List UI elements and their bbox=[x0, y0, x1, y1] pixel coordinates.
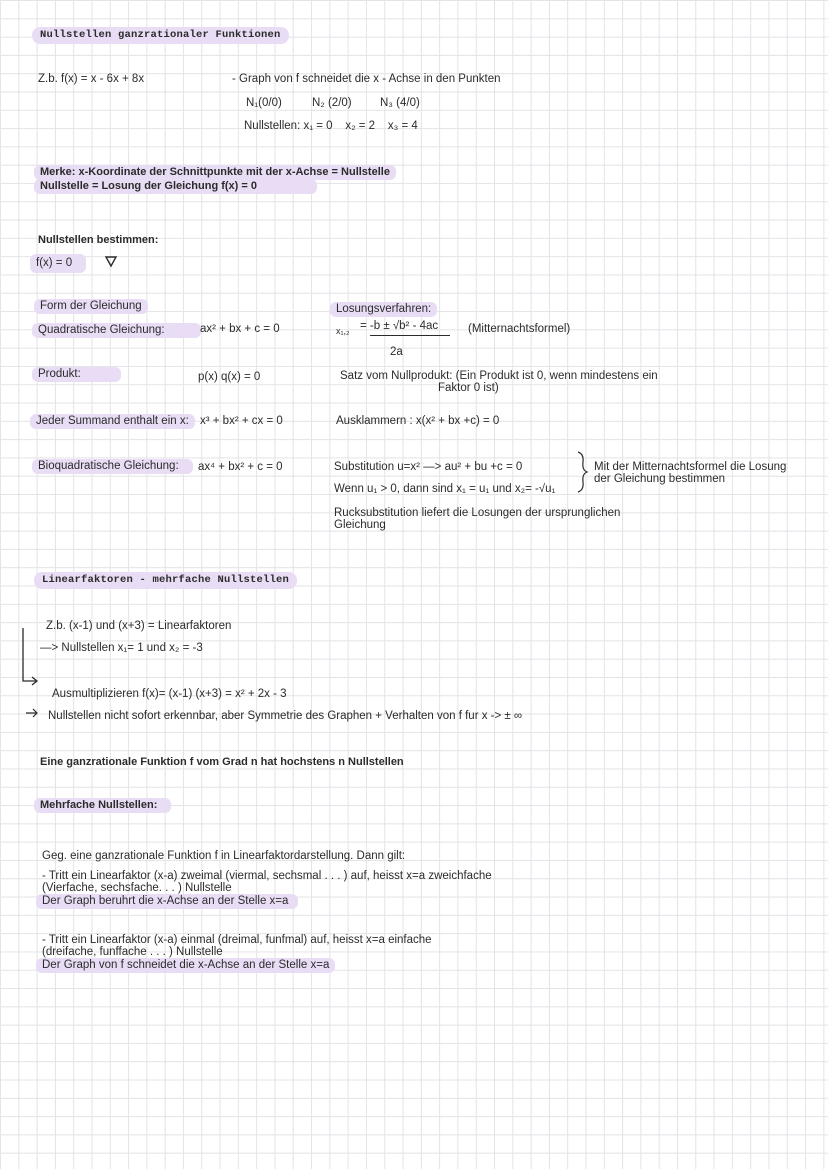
geg-statement: Geg. eine ganzrationale Funktion f in Linearfaktordarstellung. Dann gilt: bbox=[42, 850, 406, 862]
quad-label: Quadratische Gleichung: bbox=[32, 323, 201, 338]
produkt-method: Satz vom Nullprodukt: (Ein Produkt ist 0, wenn mindestens ein bbox=[340, 370, 658, 382]
quad-equation: ax² + bx + c = 0 bbox=[200, 323, 280, 335]
mehrfach-heading: Mehrfache Nullstellen: bbox=[34, 798, 171, 813]
bioquad-ruecksubstitution: Rucksubstitution liefert die Losungen der ursprunglichen bbox=[334, 507, 621, 519]
linear-example-2: —> Nullstellen x₁= 1 und x₂ = -3 bbox=[40, 642, 203, 654]
nabla-icon bbox=[104, 254, 118, 268]
summand-label: Jeder Summand enthalt ein x: bbox=[30, 414, 195, 429]
linear-symmetrie: Nullstellen nicht sofort erkennbar, aber Symmetrie des Graphen + Verhalten von f fur x -> ± ∞ bbox=[48, 710, 523, 722]
bracket-arrow-icon bbox=[20, 626, 42, 688]
zweifach-line-2: (Vierfache, sechsfache. . . ) Nullstelle bbox=[42, 882, 232, 894]
bioquad-ruecksubstitution-cont: Gleichung bbox=[334, 519, 386, 531]
bioquad-label: Bioquadratische Gleichung: bbox=[32, 459, 193, 474]
zweifach-line-1: - Tritt ein Linearfaktor (x-a) zweimal (viermal, sechsmal . . . ) auf, heisst x=a zweichfache bbox=[42, 870, 492, 882]
linear-ausmultiplizieren: Ausmultiplizieren f(x)= (x-1) (x+3) = x² + 2x - 3 bbox=[52, 688, 287, 700]
quad-x12: x₁,₂ bbox=[336, 326, 350, 336]
quad-numerator: = -b ± √b² - 4ac bbox=[360, 320, 439, 332]
example-function: Z.b. f(x) = x - 6x + 8x bbox=[38, 73, 145, 85]
graph-description: - Graph von f schneidet die x - Achse in den Punkten bbox=[232, 73, 501, 85]
quad-note: (Mitternachtsformel) bbox=[468, 323, 571, 335]
bioquad-substitution: Substitution u=x² —> au² + bu +c = 0 bbox=[334, 461, 523, 473]
produkt-label: Produkt: bbox=[32, 367, 121, 382]
produkt-equation: p(x) q(x) = 0 bbox=[198, 371, 261, 383]
einfach-line-1: - Tritt ein Linearfaktor (x-a) einmal (dreimal, funfmal) auf, heisst x=a einfache bbox=[42, 934, 432, 946]
point-n1: N₁(0/0) bbox=[246, 97, 282, 109]
linear-example-1: Z.b. (x-1) und (x+3) = Linearfaktoren bbox=[46, 620, 232, 632]
point-n2: N₂ (2/0) bbox=[312, 97, 352, 109]
grad-statement: Eine ganzrationale Funktion f vom Grad n hat hochstens n Nullstellen bbox=[40, 756, 404, 768]
bioquad-equation: ax⁴ + bx² + c = 0 bbox=[198, 461, 283, 473]
verfahren-header: Losungsverfahren: bbox=[330, 302, 437, 317]
summand-method: Ausklammern : x(x² + bx +c) = 0 bbox=[336, 415, 500, 427]
bioquad-note-2: der Gleichung bestimmen bbox=[594, 473, 726, 485]
bioquad-note-1: Mit der Mitternachtsformel die Losung bbox=[594, 461, 787, 473]
quad-denominator: 2a bbox=[390, 346, 403, 358]
merke-line-1: Merke: x-Koordinate der Schnittpunkte mit der x-Achse = Nullstelle bbox=[34, 165, 396, 180]
linearfaktoren-title: Linearfaktoren - mehrfache Nullstellen bbox=[34, 572, 297, 589]
main-title: Nullstellen ganzrationaler Funktionen bbox=[32, 27, 289, 44]
zweifach-line-3: Der Graph beruhrt die x-Achse an der Stelle x=a bbox=[36, 894, 298, 909]
einfach-line-2: (dreifache, funffache . . . ) Nullstelle bbox=[42, 946, 223, 958]
point-n3: N₃ (4/0) bbox=[380, 97, 420, 109]
merke-line-2: Nullstelle = Losung der Gleichung f(x) = 0 bbox=[34, 179, 317, 194]
form-header: Form der Gleichung bbox=[34, 299, 148, 314]
einfach-line-3: Der Graph von f schneidet die x-Achse an der Stelle x=a bbox=[36, 958, 335, 973]
bestimmen-heading: Nullstellen bestimmen: bbox=[38, 234, 159, 246]
nullstellen-values: Nullstellen: x₁ = 0 x₂ = 2 x₃ = 4 bbox=[244, 120, 418, 132]
summand-equation: x³ + bx² + cx = 0 bbox=[200, 415, 283, 427]
produkt-method-cont: Faktor 0 ist) bbox=[438, 382, 499, 394]
curly-brace-icon bbox=[574, 450, 590, 494]
fx-equals-zero: f(x) = 0 bbox=[30, 254, 86, 273]
quad-fraction-line bbox=[370, 335, 450, 336]
bioquad-condition: Wenn u₁ > 0, dann sind x₁ = u₁ und x₂= -√u₁ bbox=[334, 483, 556, 495]
right-arrow-icon bbox=[24, 707, 40, 719]
